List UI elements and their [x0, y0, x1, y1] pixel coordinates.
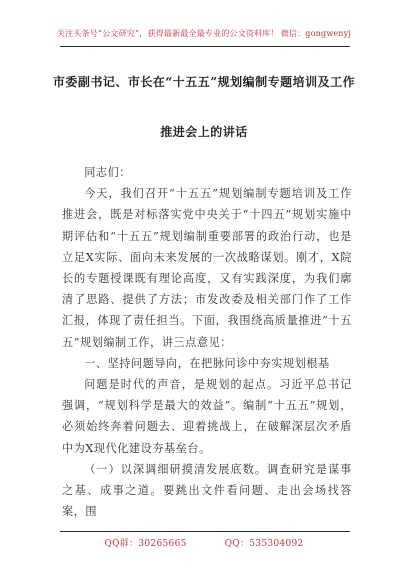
- footer-divider: [60, 531, 350, 532]
- footer-qq: QQ：535304092: [224, 539, 304, 549]
- section-heading: 一、坚持问题导向，在把脉问诊中夯实规划根基: [84, 356, 330, 370]
- header-divider: [60, 46, 350, 47]
- document-title-line-1: 市委副书记、市长在“十五五”规划编制专题培训及工作: [52, 75, 356, 89]
- banner-text: 关注头条号“公文研究”，获得最新最全最专业的公文资料库！: [56, 29, 279, 38]
- document-title-line-2: 推进会上的讲话: [160, 125, 248, 139]
- header-banner: [0, 28, 408, 39]
- body-paragraph: 问题是时代的声音，是规划的起点。习近平总书记强调，“规划科学是最大的效益”。编制“十五五”规划，必须始终奔着问题去、迎着挑战上，在破解深层次矛盾中为X现代化建设夯基垒台。: [62, 378, 352, 455]
- salutation: 同志们：: [84, 166, 131, 179]
- sub-heading-paragraph: （一）以深调细研摸清发展底数。调查研究是谋事之基、成事之道。要跳出文件看问题、走出会场找答案，围: [62, 462, 352, 519]
- wechat-id: 微信：gongwenyj: [280, 29, 352, 38]
- footer: [0, 536, 408, 549]
- body-paragraph: 今天，我们召开“十五五”规划编制专题培训及工作推进会，既是对标落实党中央关于“十四五”规划实施中期评估和“十五五”规划编制重要部署的政治行动，也是立足X实际、面向未来发展的一次战略谋划。刚才，X院长的专题授课既有理论高度，又有实践深度，为我们廓清了思路、提供了方法；市发改委及相关部门作了工作汇报，体现了责任担当。下面，我围绕高质量推进“十五五”规划编制工作，讲三点意见：: [62, 187, 352, 349]
- footer-qq-group: QQ群：30265665: [104, 539, 187, 549]
- document-body: [62, 162, 352, 522]
